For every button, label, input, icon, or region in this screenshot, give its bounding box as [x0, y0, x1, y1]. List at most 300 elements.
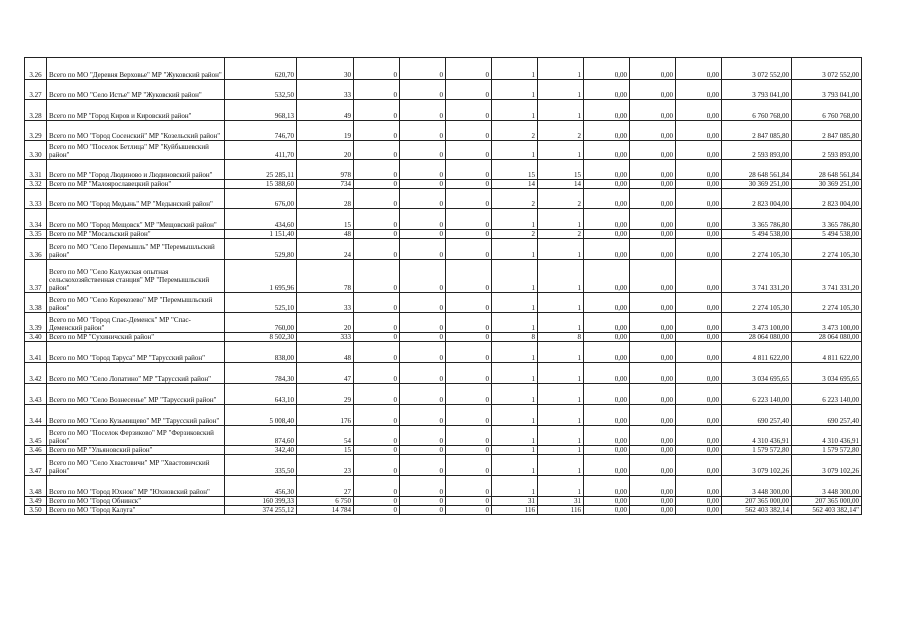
amount-cell: 0,00	[584, 160, 630, 180]
population-cell: 33	[297, 80, 354, 100]
count-cell: 1	[492, 384, 538, 405]
population-cell: 48	[297, 230, 354, 239]
cost-cell: 207 365 000,00	[722, 497, 792, 506]
count-cell: 0	[446, 384, 492, 405]
count-cell: 0	[446, 141, 492, 160]
count-cell: 0	[446, 446, 492, 455]
total-cost-cell: 28 064 080,00	[792, 333, 862, 342]
count-cell: 0	[400, 260, 446, 293]
count-cell: 0	[446, 455, 492, 476]
total-cost-cell: 6 760 768,00	[792, 100, 862, 121]
count-cell: 0	[446, 405, 492, 426]
row-name-cell: Всего по МО "Село Калужская опытная сельскохозяйственная станция" МР "Перемышльский район"	[47, 260, 225, 293]
population-cell: 20	[297, 141, 354, 160]
count-cell: 1	[492, 100, 538, 121]
table-row	[25, 121, 862, 141]
count-cell: 0	[400, 384, 446, 405]
row-name-cell: Всего по МО "Поселок Ферзиково" МР "Ферзиковский район"	[47, 426, 225, 446]
area-cell: 532,50	[225, 80, 297, 100]
population-cell: 78	[297, 260, 354, 293]
count-cell: 15	[538, 160, 584, 180]
count-cell: 0	[400, 80, 446, 100]
amount-cell: 0,00	[676, 293, 722, 313]
row-name-cell: Всего по МО "Село Перемышль" МР "Перемышльский район"	[47, 239, 225, 260]
count-cell: 0	[446, 121, 492, 141]
population-cell: 49	[297, 100, 354, 121]
population-cell: 24	[297, 239, 354, 260]
cost-cell: 3 034 695,65	[722, 363, 792, 384]
count-cell: 1	[492, 58, 538, 80]
amount-cell: 0,00	[584, 384, 630, 405]
count-cell: 1	[538, 260, 584, 293]
amount-cell: 0,00	[630, 506, 676, 515]
cost-cell: 3 448 300,00	[722, 476, 792, 497]
area-cell: 1 695,96	[225, 260, 297, 293]
count-cell: 0	[400, 363, 446, 384]
row-name-cell: Всего по МО "Село Хвастовичи" МР "Хвастовичский район"	[47, 455, 225, 476]
table-row	[25, 160, 862, 180]
count-cell: 1	[492, 239, 538, 260]
row-name-cell: Всего по МО "Город Медынь" МР "Медынский район"	[47, 189, 225, 209]
table-row	[25, 426, 862, 446]
count-cell: 116	[538, 506, 584, 515]
row-number-cell: 3.33	[25, 189, 47, 209]
amount-cell: 0,00	[676, 384, 722, 405]
cost-cell: 3 072 552,00	[722, 58, 792, 80]
amount-cell: 0,00	[676, 209, 722, 230]
amount-cell: 0,00	[676, 506, 722, 515]
amount-cell: 0,00	[584, 239, 630, 260]
count-cell: 0	[400, 476, 446, 497]
count-cell: 0	[446, 426, 492, 446]
table-row	[25, 342, 862, 363]
count-cell: 0	[354, 100, 400, 121]
population-cell: 734	[297, 180, 354, 189]
amount-cell: 0,00	[676, 497, 722, 506]
row-name-cell: Всего по МО "Село Лопатино" МР "Тарусский район"	[47, 363, 225, 384]
count-cell: 1	[492, 141, 538, 160]
total-cost-cell: 1 579 572,80	[792, 446, 862, 455]
area-cell: 760,00	[225, 313, 297, 333]
count-cell: 0	[354, 180, 400, 189]
amount-cell: 0,00	[630, 426, 676, 446]
count-cell: 0	[354, 80, 400, 100]
count-cell: 0	[400, 189, 446, 209]
amount-cell: 0,00	[584, 293, 630, 313]
count-cell: 0	[400, 405, 446, 426]
total-cost-cell: 4 310 436,91	[792, 426, 862, 446]
table-row	[25, 230, 862, 239]
row-number-cell: 3.42	[25, 363, 47, 384]
table-row	[25, 384, 862, 405]
count-cell: 0	[446, 342, 492, 363]
count-cell: 1	[492, 260, 538, 293]
count-cell: 0	[354, 342, 400, 363]
count-cell: 0	[354, 58, 400, 80]
population-cell: 19	[297, 121, 354, 141]
amount-cell: 0,00	[630, 476, 676, 497]
table-row	[25, 497, 862, 506]
total-cost-cell: 690 257,40	[792, 405, 862, 426]
table-row	[25, 260, 862, 293]
count-cell: 0	[446, 497, 492, 506]
row-name-cell: Всего по МО "Город Калуга"	[47, 506, 225, 515]
amount-cell: 0,00	[630, 405, 676, 426]
area-cell: 838,00	[225, 342, 297, 363]
cost-cell: 4 811 622,00	[722, 342, 792, 363]
amount-cell: 0,00	[630, 363, 676, 384]
row-number-cell: 3.38	[25, 293, 47, 313]
amount-cell: 0,00	[630, 189, 676, 209]
cost-cell: 28 064 080,00	[722, 333, 792, 342]
row-name-cell: Всего по МР "Город Киров и Кировский район"	[47, 100, 225, 121]
total-cost-cell: 2 274 105,30	[792, 239, 862, 260]
row-number-cell: 3.30	[25, 141, 47, 160]
total-cost-cell: 2 847 085,80	[792, 121, 862, 141]
table-row	[25, 209, 862, 230]
table-row	[25, 141, 862, 160]
count-cell: 1	[538, 100, 584, 121]
amount-cell: 0,00	[676, 333, 722, 342]
cost-cell: 30 369 251,00	[722, 180, 792, 189]
amount-cell: 0,00	[676, 141, 722, 160]
count-cell: 0	[446, 209, 492, 230]
count-cell: 0	[446, 160, 492, 180]
area-cell: 874,60	[225, 426, 297, 446]
amount-cell: 0,00	[630, 121, 676, 141]
area-cell: 456,30	[225, 476, 297, 497]
cost-cell: 2 847 085,80	[722, 121, 792, 141]
population-cell: 20	[297, 313, 354, 333]
amount-cell: 0,00	[630, 313, 676, 333]
row-number-cell: 3.37	[25, 260, 47, 293]
population-cell: 47	[297, 363, 354, 384]
row-number-cell: 3.27	[25, 80, 47, 100]
amount-cell: 0,00	[676, 405, 722, 426]
count-cell: 0	[400, 160, 446, 180]
cost-cell: 2 274 105,30	[722, 293, 792, 313]
count-cell: 1	[538, 363, 584, 384]
count-cell: 0	[446, 58, 492, 80]
count-cell: 1	[538, 141, 584, 160]
table-row	[25, 333, 862, 342]
row-name-cell: Всего по МО "Деревня Верховье" МР "Жуковский район"	[47, 58, 225, 80]
amount-cell: 0,00	[584, 189, 630, 209]
count-cell: 0	[446, 363, 492, 384]
count-cell: 1	[492, 476, 538, 497]
row-name-cell: Всего по МР "Малоярославецкий район"	[47, 180, 225, 189]
row-name-cell: Всего по МО "Город Юхнов" МР "Юхновский район"	[47, 476, 225, 497]
count-cell: 0	[354, 239, 400, 260]
area-cell: 525,10	[225, 293, 297, 313]
cost-cell: 690 257,40	[722, 405, 792, 426]
total-cost-cell: 3 793 041,00	[792, 80, 862, 100]
amount-cell: 0,00	[584, 121, 630, 141]
total-cost-cell: 3 072 552,00	[792, 58, 862, 80]
count-cell: 1	[492, 293, 538, 313]
row-number-cell: 3.34	[25, 209, 47, 230]
row-number-cell: 3.36	[25, 239, 47, 260]
count-cell: 0	[400, 455, 446, 476]
data-table	[24, 57, 862, 515]
amount-cell: 0,00	[630, 141, 676, 160]
amount-cell: 0,00	[676, 239, 722, 260]
total-cost-cell: 2 823 004,00	[792, 189, 862, 209]
table-row	[25, 58, 862, 80]
amount-cell: 0,00	[630, 497, 676, 506]
count-cell: 0	[400, 333, 446, 342]
report-sheet	[24, 57, 862, 515]
count-cell: 0	[400, 506, 446, 515]
count-cell: 1	[538, 80, 584, 100]
population-cell: 30	[297, 58, 354, 80]
table-row	[25, 293, 862, 313]
count-cell: 0	[446, 189, 492, 209]
cost-cell: 562 403 382,14	[722, 506, 792, 515]
table-row	[25, 446, 862, 455]
count-cell: 0	[446, 293, 492, 313]
count-cell: 116	[492, 506, 538, 515]
count-cell: 0	[446, 100, 492, 121]
row-number-cell: 3.28	[25, 100, 47, 121]
population-cell: 33	[297, 293, 354, 313]
count-cell: 1	[538, 58, 584, 80]
count-cell: 0	[400, 497, 446, 506]
area-cell: 676,00	[225, 189, 297, 209]
area-cell: 15 388,60	[225, 180, 297, 189]
population-cell: 27	[297, 476, 354, 497]
row-name-cell: Всего по МО "Город Обнинск"	[47, 497, 225, 506]
population-cell: 48	[297, 342, 354, 363]
total-cost-cell: 3 034 695,65	[792, 363, 862, 384]
count-cell: 0	[400, 100, 446, 121]
amount-cell: 0,00	[584, 313, 630, 333]
population-cell: 29	[297, 384, 354, 405]
amount-cell: 0,00	[584, 455, 630, 476]
total-cost-cell: 3 365 786,80	[792, 209, 862, 230]
row-number-cell: 3.41	[25, 342, 47, 363]
row-name-cell: Всего по МО "Село Вознесенье" МР "Тарусский район"	[47, 384, 225, 405]
count-cell: 1	[538, 476, 584, 497]
count-cell: 0	[354, 405, 400, 426]
row-number-cell: 3.29	[25, 121, 47, 141]
total-cost-cell: 3 448 300,00	[792, 476, 862, 497]
count-cell: 0	[354, 230, 400, 239]
cost-cell: 3 365 786,80	[722, 209, 792, 230]
count-cell: 2	[492, 121, 538, 141]
count-cell: 1	[492, 426, 538, 446]
count-cell: 2	[492, 189, 538, 209]
count-cell: 0	[446, 239, 492, 260]
count-cell: 1	[538, 239, 584, 260]
count-cell: 8	[492, 333, 538, 342]
count-cell: 0	[400, 342, 446, 363]
table-row	[25, 239, 862, 260]
row-number-cell: 3.46	[25, 446, 47, 455]
row-number-cell: 3.43	[25, 384, 47, 405]
cost-cell: 28 648 561,84	[722, 160, 792, 180]
population-cell: 333	[297, 333, 354, 342]
row-name-cell: Всего по МО "Село Кузьмищево" МР "Тарусский район"	[47, 405, 225, 426]
amount-cell: 0,00	[584, 100, 630, 121]
count-cell: 0	[446, 230, 492, 239]
count-cell: 15	[492, 160, 538, 180]
total-cost-cell: 6 223 140,00	[792, 384, 862, 405]
count-cell: 2	[538, 189, 584, 209]
row-number-cell: 3.31	[25, 160, 47, 180]
row-name-cell: Всего по МО "Поселок Бетлица" МР "Куйбышевский район"	[47, 141, 225, 160]
count-cell: 1	[538, 209, 584, 230]
count-cell: 0	[400, 209, 446, 230]
count-cell: 0	[446, 476, 492, 497]
count-cell: 1	[538, 293, 584, 313]
cost-cell: 1 579 572,80	[722, 446, 792, 455]
count-cell: 0	[354, 476, 400, 497]
count-cell: 0	[354, 209, 400, 230]
count-cell: 1	[492, 363, 538, 384]
amount-cell: 0,00	[584, 342, 630, 363]
amount-cell: 0,00	[584, 209, 630, 230]
count-cell: 1	[538, 313, 584, 333]
area-cell: 1 151,40	[225, 230, 297, 239]
row-number-cell: 3.47	[25, 455, 47, 476]
row-number-cell: 3.48	[25, 476, 47, 497]
total-cost-cell: 207 365 000,00	[792, 497, 862, 506]
table-row	[25, 100, 862, 121]
amount-cell: 0,00	[676, 342, 722, 363]
row-number-cell: 3.49	[25, 497, 47, 506]
amount-cell: 0,00	[584, 230, 630, 239]
cost-cell: 5 494 538,00	[722, 230, 792, 239]
count-cell: 0	[400, 230, 446, 239]
count-cell: 0	[446, 506, 492, 515]
cost-cell: 3 473 100,00	[722, 313, 792, 333]
count-cell: 0	[400, 293, 446, 313]
cost-cell: 6 223 140,00	[722, 384, 792, 405]
count-cell: 14	[492, 180, 538, 189]
row-name-cell: Всего по МО "Село Корекозево" МР "Перемышльский район"	[47, 293, 225, 313]
count-cell: 0	[400, 141, 446, 160]
row-name-cell: Всего по МО "Город Мещовск" МР "Мещовский район"	[47, 209, 225, 230]
table-row	[25, 189, 862, 209]
population-cell: 54	[297, 426, 354, 446]
count-cell: 2	[538, 230, 584, 239]
count-cell: 0	[446, 180, 492, 189]
amount-cell: 0,00	[676, 455, 722, 476]
total-cost-cell: 5 494 538,00	[792, 230, 862, 239]
count-cell: 0	[354, 363, 400, 384]
amount-cell: 0,00	[676, 426, 722, 446]
cost-cell: 3 079 102,26	[722, 455, 792, 476]
count-cell: 0	[400, 313, 446, 333]
row-name-cell: Всего по МР "Мосальский район"	[47, 230, 225, 239]
count-cell: 31	[492, 497, 538, 506]
amount-cell: 0,00	[630, 239, 676, 260]
count-cell: 1	[538, 446, 584, 455]
area-cell: 968,13	[225, 100, 297, 121]
cost-cell: 4 310 436,91	[722, 426, 792, 446]
amount-cell: 0,00	[630, 209, 676, 230]
amount-cell: 0,00	[584, 260, 630, 293]
table-row	[25, 313, 862, 333]
count-cell: 0	[354, 333, 400, 342]
area-cell: 746,70	[225, 121, 297, 141]
row-name-cell: Всего по МО "Город Таруса" МР "Тарусский район"	[47, 342, 225, 363]
total-cost-cell: 2 593 893,00	[792, 141, 862, 160]
count-cell: 0	[354, 497, 400, 506]
cost-cell: 3 793 041,00	[722, 80, 792, 100]
amount-cell: 0,00	[630, 160, 676, 180]
row-number-cell: 3.40	[25, 333, 47, 342]
amount-cell: 0,00	[630, 58, 676, 80]
amount-cell: 0,00	[584, 333, 630, 342]
count-cell: 0	[400, 239, 446, 260]
population-cell: 23	[297, 455, 354, 476]
row-name-cell: Всего по МО "Село Истье" МР "Жуковский район"	[47, 80, 225, 100]
count-cell: 0	[354, 426, 400, 446]
count-cell: 0	[354, 141, 400, 160]
count-cell: 31	[538, 497, 584, 506]
count-cell: 0	[354, 446, 400, 455]
total-cost-cell: 28 648 561,84	[792, 160, 862, 180]
amount-cell: 0,00	[676, 363, 722, 384]
amount-cell: 0,00	[676, 230, 722, 239]
population-cell: 6 750	[297, 497, 354, 506]
table-body	[25, 58, 862, 515]
cost-cell: 2 274 105,30	[722, 239, 792, 260]
table-row	[25, 80, 862, 100]
count-cell: 1	[492, 313, 538, 333]
count-cell: 0	[446, 260, 492, 293]
area-cell: 8 502,30	[225, 333, 297, 342]
area-cell: 434,60	[225, 209, 297, 230]
amount-cell: 0,00	[630, 180, 676, 189]
count-cell: 1	[538, 405, 584, 426]
amount-cell: 0,00	[584, 363, 630, 384]
total-cost-cell: 3 741 331,20	[792, 260, 862, 293]
count-cell: 2	[538, 121, 584, 141]
table-row	[25, 476, 862, 497]
count-cell: 0	[354, 455, 400, 476]
row-number-cell: 3.35	[25, 230, 47, 239]
amount-cell: 0,00	[630, 80, 676, 100]
amount-cell: 0,00	[676, 476, 722, 497]
count-cell: 0	[400, 426, 446, 446]
amount-cell: 0,00	[676, 80, 722, 100]
amount-cell: 0,00	[584, 476, 630, 497]
row-number-cell: 3.32	[25, 180, 47, 189]
row-name-cell: Всего по МР "Сухиничский район"	[47, 333, 225, 342]
cost-cell: 2 823 004,00	[722, 189, 792, 209]
cost-cell: 6 760 768,00	[722, 100, 792, 121]
count-cell: 1	[492, 455, 538, 476]
amount-cell: 0,00	[584, 497, 630, 506]
row-number-cell: 3.44	[25, 405, 47, 426]
amount-cell: 0,00	[630, 342, 676, 363]
total-cost-cell: 2 274 105,30	[792, 293, 862, 313]
count-cell: 1	[492, 80, 538, 100]
area-cell: 784,30	[225, 363, 297, 384]
count-cell: 0	[354, 293, 400, 313]
table-row	[25, 180, 862, 189]
amount-cell: 0,00	[630, 293, 676, 313]
row-name-cell: Всего по МР "Ульяновский район"	[47, 446, 225, 455]
row-name-cell: Всего по МО "Город Сосенский" МР "Козельский район"	[47, 121, 225, 141]
population-cell: 14 784	[297, 506, 354, 515]
area-cell: 342,40	[225, 446, 297, 455]
amount-cell: 0,00	[630, 260, 676, 293]
count-cell: 1	[492, 342, 538, 363]
